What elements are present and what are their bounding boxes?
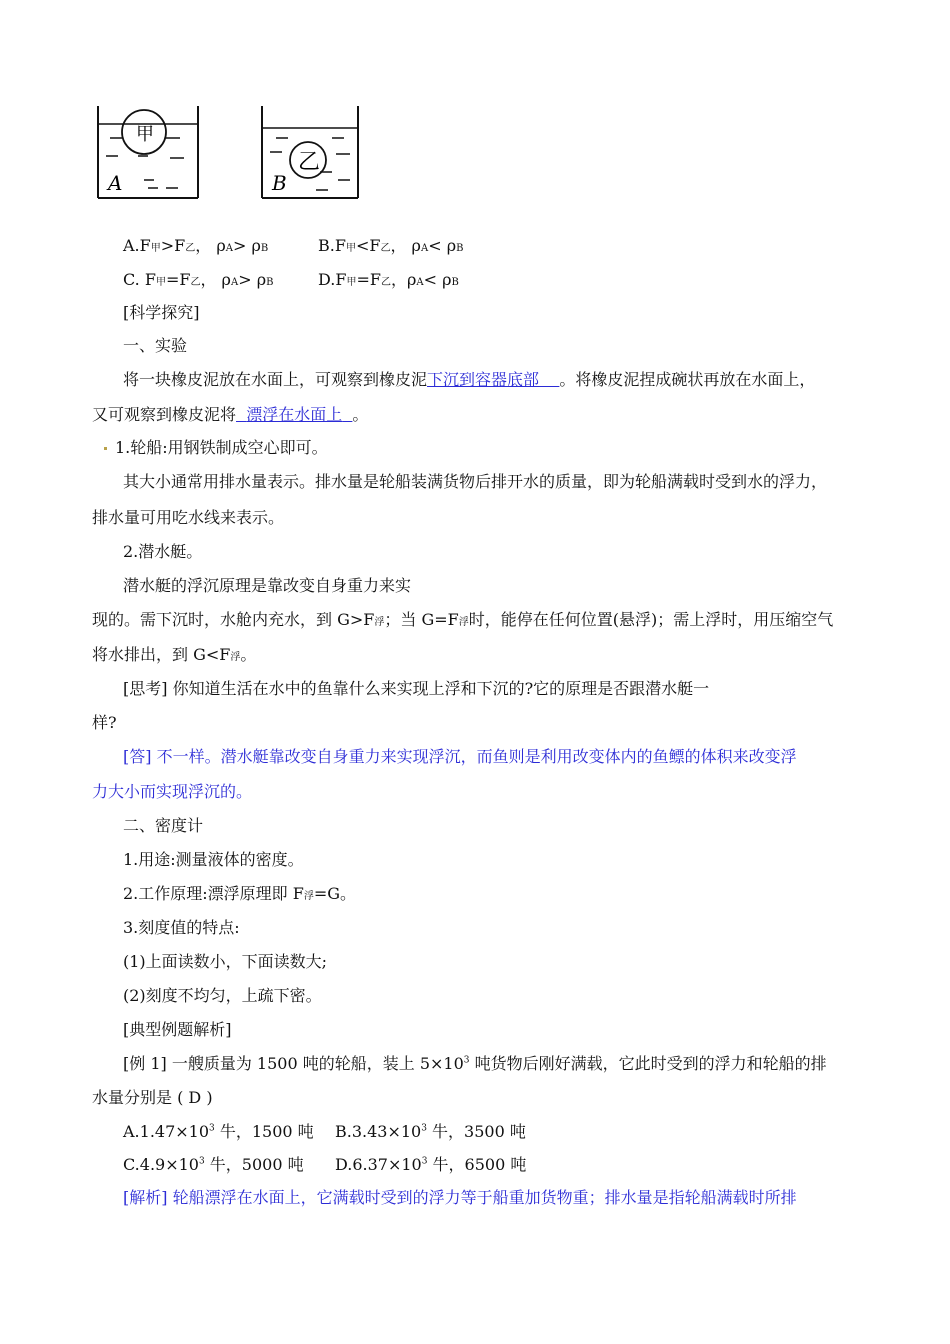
experiment-line-2: 又可观察到橡皮泥将 漂浮在水面上 。 (92, 405, 369, 424)
container-b (262, 106, 358, 198)
submarine-title: 2.潜水艇。 (123, 542, 203, 561)
ship-line-2: 排水量可用吃水线来表示。 (92, 508, 285, 527)
example-1-option-b: $B.3.43\times 10^3$ 牛，3500 吨 (335, 1122, 526, 1141)
example-1-line-1: [例 1] 一艘质量为 1500 吨的轮船，装上 $5\times 10^3$ 吨货物后刚好满载，它此时受到的浮力和轮船的排 (123, 1054, 827, 1073)
submarine-line-3: 将水排出，到 G<F浮。 (92, 645, 257, 664)
section-science: [科学探究] (123, 303, 200, 322)
buoyancy-figure (92, 100, 372, 202)
option-d: D.F甲=F乙，ρA< ρB (318, 270, 459, 289)
hydrometer-use: 1.用途:测量液体的密度。 (123, 850, 304, 869)
blank-answer-2: 漂浮在水面上 (246, 405, 343, 424)
ship-line-1: 其大小通常用排水量表示。排水量是轮船装满货物后排开水的质量，即为轮船满载时受到水的浮力， (123, 472, 828, 491)
answer-line-1: [答] 不一样。潜水艇靠改变自身重力来实现浮沉，而鱼则是利用改变体内的鱼鳔的体积来改变浮 (123, 747, 797, 766)
blank-answer-1: 下沉到容器底部 (427, 370, 540, 389)
think-line-1: [思考] 你知道生活在水中的鱼靠什么来实现上浮和下沉的?它的原理是否跟潜水艇一 (123, 679, 710, 698)
experiment-line-1: 将一块橡皮泥放在水面上，可观察到橡皮泥下沉到容器底部 。将橡皮泥捏成碗状再放在水面上， (123, 370, 816, 389)
analysis-line-1: [解析] 轮船漂浮在水面上，它满载时受到的浮力等于船重加货物重；排水量是指轮船满载时所排 (123, 1188, 797, 1207)
submarine-line-2: 现的。需下沉时，水舱内充水，到 G>F浮；当 G=F浮时，能停在任何位置(悬浮)；需上浮时，用压缩空气 (92, 610, 834, 629)
hydrometer-scale-1: (1)上面读数小，下面读数大; (123, 952, 328, 971)
example-1-option-c: $C.4.9\times 10^3$ 牛，5000 吨 (123, 1155, 304, 1174)
container-a (98, 106, 198, 198)
container-b-label: B (272, 171, 287, 195)
ship-title: 1.轮船:用钢铁制成空心即可。 (104, 438, 328, 458)
hydrometer-scale-title: 3.刻度值的特点: (123, 918, 240, 937)
ball-yi-label: 乙 (298, 150, 321, 175)
option-a: A.F甲>F乙， ρA> ρB (123, 236, 269, 255)
example-1-option-a: $A.1.47\times 10^3$ 牛，1500 吨 (123, 1122, 314, 1141)
ball-jia-label: 甲 (136, 124, 154, 145)
submarine-line-1: 潜水艇的浮沉原理是靠改变自身重力来实 (123, 576, 412, 595)
hydrometer-principle: 2.工作原理:漂浮原理即 F浮=G。 (123, 884, 357, 903)
example-1-line-2: 水量分别是 ( D ) (92, 1088, 213, 1107)
hydrometer-scale-2: (2)刻度不均匀，上疏下密。 (123, 986, 322, 1005)
container-a-label: A (108, 171, 123, 195)
example-1-option-d: $D.6.37\times 10^3$ 牛，6500 吨 (335, 1155, 527, 1174)
think-line-2: 样? (92, 713, 117, 732)
option-b: B.F甲<F乙， ρA< ρB (318, 236, 464, 255)
option-c: C. F甲=F乙， ρA> ρB (123, 270, 274, 289)
example-title: [典型例题解析] (123, 1020, 232, 1039)
answer-line-2: 力大小而实现浮沉的。 (92, 782, 253, 801)
hydrometer-title: 二、密度计 (123, 816, 204, 835)
experiment-title: 一、实验 (123, 336, 188, 355)
